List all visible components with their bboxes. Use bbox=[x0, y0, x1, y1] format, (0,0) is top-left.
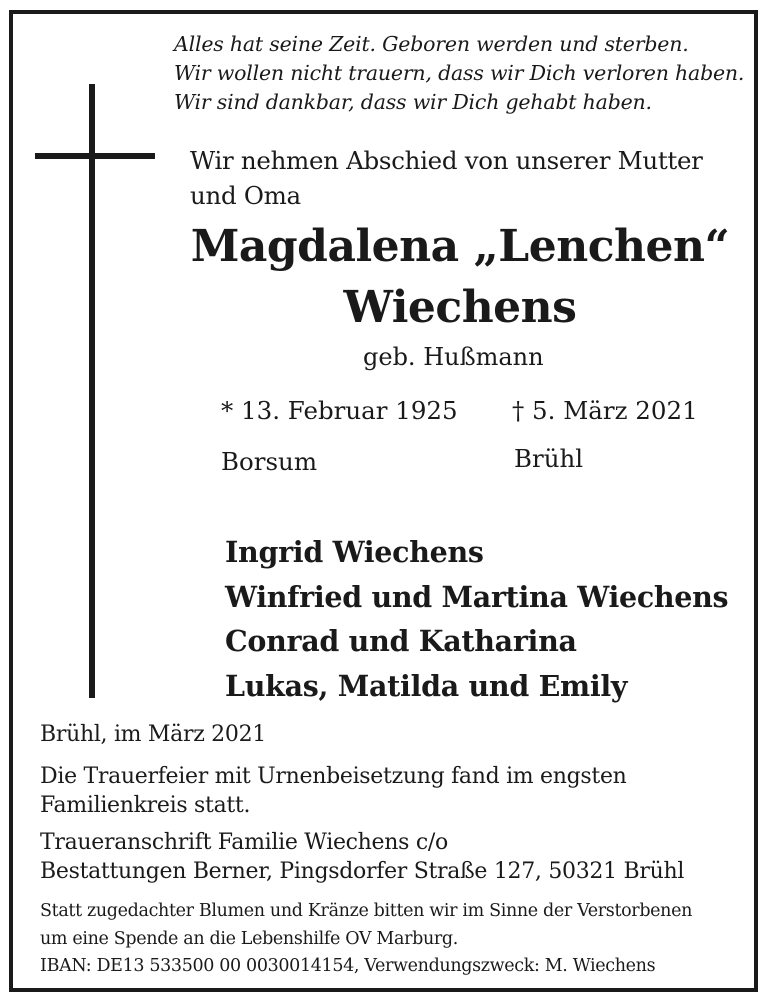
ceremony-info bbox=[40, 762, 627, 820]
ceremony-line: Die Trauerfeier mit Urnenbeisetzung fand im engsten bbox=[40, 764, 627, 789]
intro-line: Wir nehmen Abschied von unserer Mutter bbox=[190, 146, 703, 175]
death-date: † 5. März 2021 bbox=[512, 396, 698, 425]
death-place: Brühl bbox=[514, 444, 584, 473]
poem-line: Alles hat seine Zeit. Geboren werden und sterben. bbox=[174, 32, 689, 56]
cross-icon-horizontal bbox=[35, 153, 155, 159]
farewell-intro bbox=[190, 143, 703, 213]
birth-place: Borsum bbox=[221, 447, 318, 476]
intro-line: und Oma bbox=[190, 181, 301, 210]
donation-line: um eine Spende an die Lebenshilfe OV Marburg. bbox=[40, 928, 458, 949]
mourner-name: Conrad und Katharina bbox=[225, 624, 577, 658]
donation-iban: IBAN: DE13 533500 00 0030014154, Verwendungszweck: M. Wiechens bbox=[40, 956, 656, 976]
deceased-name-last: Wiechens bbox=[343, 282, 577, 333]
poem-verse bbox=[174, 30, 744, 117]
deceased-name-first: Magdalena „Lenchen“ bbox=[190, 221, 730, 272]
mourner-name: Ingrid Wiechens bbox=[225, 535, 484, 569]
address-line: Traueranschrift Familie Wiechens c/o bbox=[40, 830, 448, 855]
place-date-text: Brühl, im März 2021 bbox=[40, 722, 266, 747]
mourner-name: Winfried und Martina Wiechens bbox=[225, 579, 729, 614]
mourner-name: Lukas, Matilda und Emily bbox=[225, 668, 628, 703]
donation-info bbox=[40, 898, 692, 981]
donation-line: Statt zugedachter Blumen und Kränze bitten wir im Sinne der Verstorbenen bbox=[40, 901, 693, 921]
ceremony-line: Familienkreis statt. bbox=[40, 793, 251, 818]
address-line: Bestattungen Berner, Pingsdorfer Straße 127, 50321 Brühl bbox=[40, 859, 685, 884]
poem-line: Wir sind dankbar, dass wir Dich gehabt haben. bbox=[174, 90, 652, 114]
mourning-address bbox=[40, 828, 684, 886]
poem-line: Wir wollen nicht trauern, dass wir Dich verloren haben. bbox=[174, 61, 745, 85]
cross-icon-vertical bbox=[89, 84, 95, 698]
birth-date: * 13. Februar 1925 bbox=[221, 396, 458, 425]
mourners-list bbox=[225, 530, 728, 708]
birth-name: geb. Hußmann bbox=[363, 343, 544, 371]
place-date bbox=[40, 720, 266, 749]
